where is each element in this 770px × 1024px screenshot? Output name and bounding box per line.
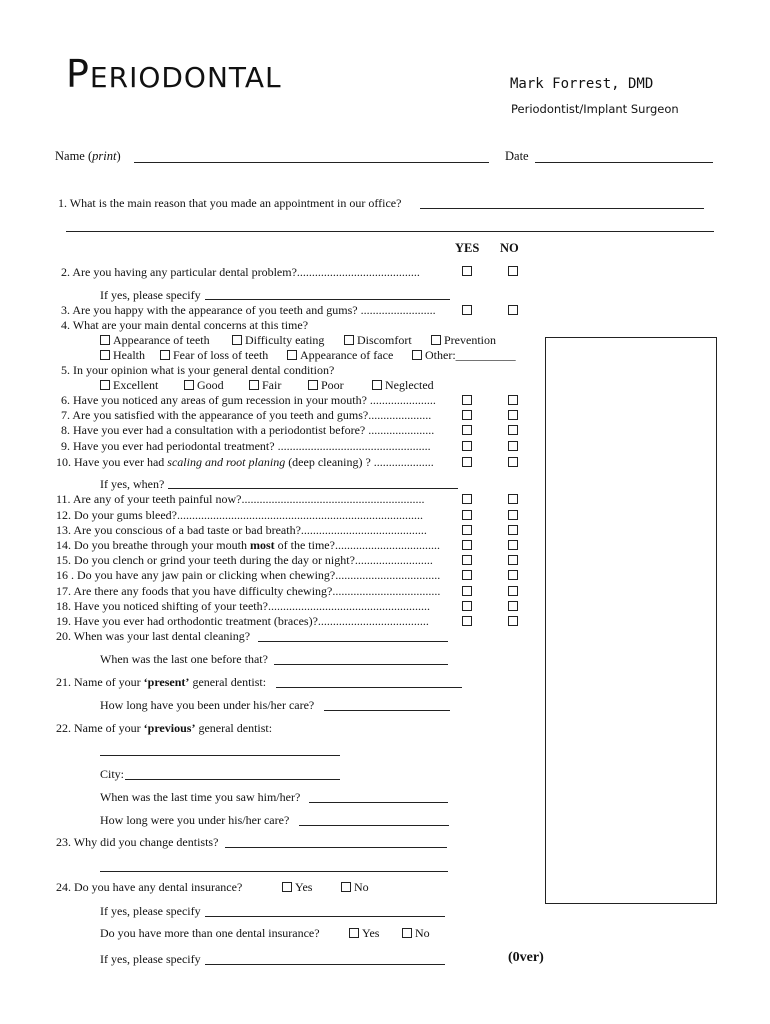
q12-label: 12. Do your gums bleed?.................................................................................. xyxy=(56,508,423,522)
form-title: PERIODONTAL xyxy=(66,52,282,96)
q5-option-neglected[interactable]: Neglected xyxy=(372,378,434,393)
q5-option-excellent[interactable]: Excellent xyxy=(100,378,158,393)
doctor-role: Periodontist/Implant Surgeon xyxy=(511,102,679,116)
q4-option-fear-of-loss[interactable]: Fear of loss of teeth xyxy=(160,348,268,363)
q3-yes-checkbox[interactable] xyxy=(462,305,472,315)
q24-more-label: Do you have more than one dental insurance? xyxy=(100,926,320,940)
q22-duration-label: How long were you under his/her care? xyxy=(100,813,290,827)
q24-no-checkbox[interactable]: No xyxy=(341,880,369,895)
q6-yes-checkbox[interactable] xyxy=(462,395,472,405)
q5-option-good[interactable]: Good xyxy=(184,378,224,393)
q3-no-checkbox[interactable] xyxy=(508,305,518,315)
q4-option-health[interactable]: Health xyxy=(100,348,145,363)
q9-yes-checkbox[interactable] xyxy=(462,441,472,451)
q21-label: 21. Name of your ‘present’ general dentist: xyxy=(56,675,267,689)
q13-no-checkbox[interactable] xyxy=(508,525,518,535)
q17-label: 17. Are there any foods that you have difficulty chewing?.................................... xyxy=(56,584,441,598)
q2-label: 2. Are you having any particular dental problem?......................................... xyxy=(61,265,420,279)
q22-label: 22. Name of your ‘previous’ general dentist: xyxy=(56,721,273,735)
q17-no-checkbox[interactable] xyxy=(508,586,518,596)
q14-yes-checkbox[interactable] xyxy=(462,540,472,550)
q3-label: 3. Are you happy with the appearance of you teeth and gums? ......................... xyxy=(61,303,436,317)
q24-more-yes-checkbox[interactable]: Yes xyxy=(349,926,379,941)
q7-no-checkbox[interactable] xyxy=(508,410,518,420)
q18-label: 18. Have you noticed shifting of your teeth?...................................................... xyxy=(56,599,430,613)
q22-last-visit-field[interactable] xyxy=(309,802,448,803)
q11-no-checkbox[interactable] xyxy=(508,494,518,504)
q5-option-fair[interactable]: Fair xyxy=(249,378,281,393)
q15-yes-checkbox[interactable] xyxy=(462,555,472,565)
q24-yes-checkbox[interactable]: Yes xyxy=(282,880,312,895)
q18-no-checkbox[interactable] xyxy=(508,601,518,611)
q19-yes-checkbox[interactable] xyxy=(462,616,472,626)
q24-followup2-field[interactable] xyxy=(205,964,445,965)
q1-label: 1. What is the main reason that you made an appointment in our office? xyxy=(58,196,402,210)
q7-yes-checkbox[interactable] xyxy=(462,410,472,420)
q24-more-no-checkbox[interactable]: No xyxy=(402,926,430,941)
q6-no-checkbox[interactable] xyxy=(508,395,518,405)
q21-followup-field[interactable] xyxy=(324,710,450,711)
q24-followup2-label: If yes, please specify xyxy=(100,952,201,966)
q15-label: 15. Do you clench or grind your teeth during the day or night?.......................... xyxy=(56,553,433,567)
q8-no-checkbox[interactable] xyxy=(508,425,518,435)
q2-yes-checkbox[interactable] xyxy=(462,266,472,276)
q4-option-prevention[interactable]: Prevention xyxy=(431,333,496,348)
q17-yes-checkbox[interactable] xyxy=(462,586,472,596)
q10-followup-field[interactable] xyxy=(168,488,458,489)
doctor-name: Mark Forrest, DMD xyxy=(510,76,654,92)
q2-followup-field[interactable] xyxy=(205,299,450,300)
q2-followup-label: If yes, please specify xyxy=(100,288,201,302)
q12-no-checkbox[interactable] xyxy=(508,510,518,520)
q16-yes-checkbox[interactable] xyxy=(462,570,472,580)
no-column-header: NO xyxy=(500,241,519,255)
q20-followup-field[interactable] xyxy=(274,664,448,665)
q14-no-checkbox[interactable] xyxy=(508,540,518,550)
q22-last-visit-label: When was the last time you saw him/her? xyxy=(100,790,301,804)
date-label: Date xyxy=(505,149,529,163)
q13-yes-checkbox[interactable] xyxy=(462,525,472,535)
q12-yes-checkbox[interactable] xyxy=(462,510,472,520)
q10-yes-checkbox[interactable] xyxy=(462,457,472,467)
q4-option-appearance-of-face[interactable]: Appearance of face xyxy=(287,348,393,363)
name-label: Name (print) xyxy=(55,149,121,163)
q22-city-field[interactable] xyxy=(125,779,340,780)
q10-label: 10. Have you ever had scaling and root planing (deep cleaning) ? .................... xyxy=(56,455,434,469)
yes-column-header: YES xyxy=(455,241,480,255)
q24-followup-field[interactable] xyxy=(205,916,445,917)
q4-label: 4. What are your main dental concerns at this time? xyxy=(61,318,309,332)
q23-label: 23. Why did you change dentists? xyxy=(56,835,219,849)
q6-label: 6. Have you noticed any areas of gum recession in your mouth? ...................... xyxy=(61,393,436,407)
q19-label: 19. Have you ever had orthodontic treatment (braces)?..................................... xyxy=(56,614,429,628)
q10-no-checkbox[interactable] xyxy=(508,457,518,467)
name-field[interactable] xyxy=(134,162,489,163)
q20-followup-label: When was the last one before that? xyxy=(100,652,268,666)
q4-option-appearance-of-teeth[interactable]: Appearance of teeth xyxy=(100,333,210,348)
q11-yes-checkbox[interactable] xyxy=(462,494,472,504)
q9-no-checkbox[interactable] xyxy=(508,441,518,451)
q8-yes-checkbox[interactable] xyxy=(462,425,472,435)
q4-option-other[interactable]: Other:__________ xyxy=(412,348,516,363)
q5-label: 5. In your opinion what is your general dental condition? xyxy=(61,363,335,377)
q23-field-1[interactable] xyxy=(225,847,447,848)
q20-label: 20. When was your last dental cleaning? xyxy=(56,629,251,643)
q4-option-discomfort[interactable]: Discomfort xyxy=(344,333,412,348)
q11-label: 11. Are any of your teeth painful now?............................................................. xyxy=(56,492,425,506)
q24-label: 24. Do you have any dental insurance? xyxy=(56,880,243,894)
q22-name-field[interactable] xyxy=(100,755,340,756)
q22-city-label: City: xyxy=(100,767,125,781)
q1-answer-line-1[interactable] xyxy=(420,208,704,209)
q20-field[interactable] xyxy=(258,641,448,642)
date-field[interactable] xyxy=(535,162,713,163)
q21-followup-label: How long have you been under his/her care? xyxy=(100,698,315,712)
q22-duration-field[interactable] xyxy=(299,825,449,826)
q2-no-checkbox[interactable] xyxy=(508,266,518,276)
q16-label: 16 . Do you have any jaw pain or clicking when chewing?................................... xyxy=(56,568,441,582)
q24-followup-label: If yes, please specify xyxy=(100,904,201,918)
q21-field[interactable] xyxy=(276,687,462,688)
q18-yes-checkbox[interactable] xyxy=(462,601,472,611)
q14-label: 14. Do you breathe through your mouth most of the time?................................... xyxy=(56,538,440,552)
q23-field-2[interactable] xyxy=(100,871,448,872)
q4-option-difficulty-eating[interactable]: Difficulty eating xyxy=(232,333,324,348)
q1-answer-line-2[interactable] xyxy=(66,231,714,232)
q16-no-checkbox[interactable] xyxy=(508,570,518,580)
q5-option-poor[interactable]: Poor xyxy=(308,378,344,393)
q19-no-checkbox[interactable] xyxy=(508,616,518,626)
q10-followup-label: If yes, when? xyxy=(100,477,165,491)
q13-label: 13. Are you conscious of a bad taste or bad breath?.......................................... xyxy=(56,523,427,537)
over-note: (0ver) xyxy=(508,950,544,965)
q15-no-checkbox[interactable] xyxy=(508,555,518,565)
q7-label: 7. Are you satisfied with the appearance of you teeth and gums?..................... xyxy=(61,408,432,422)
q9-label: 9. Have you ever had periodontal treatment? ................................................... xyxy=(61,439,431,453)
q8-label: 8. Have you ever had a consultation with a periodontist before? ...................... xyxy=(61,423,435,437)
office-notes-box xyxy=(545,337,717,904)
